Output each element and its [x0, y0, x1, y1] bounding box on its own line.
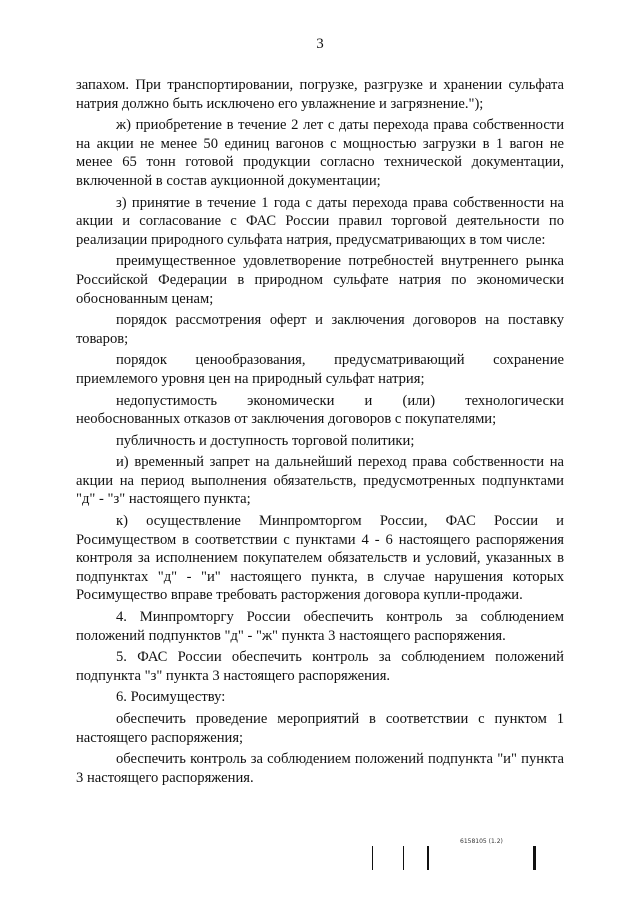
- paragraph-item-zh: ж) приобретение в течение 2 лет с даты перехода права собственности на акции не менее 50 единиц вагонов с мощностью загрузки в 1 вагон не менее 65 тонн готовой продукции согласно технической документации, включенной в состав аукционной документации;: [76, 117, 564, 189]
- paragraph-point-6: 6. Росимуществу:: [116, 689, 226, 706]
- paragraph-point-5: 5. ФАС России обеспечить контроль за соблюдением положений подпункта "з" пункта 3 настоящего распоряжения.: [76, 649, 564, 684]
- document-body: [76, 76, 564, 787]
- document-code: 6158105 (1.2): [460, 838, 503, 845]
- paragraph-item-k: к) осуществление Минпромторгом России, ФАС России и Росимуществом в соответствии с пунктами 4 - 6 настоящего распоряжения контроля за исполнением покупателем обязательств и условий, указанных в подпунктах "д" - "и" настоящего пункта, в случае нарушения которых Росимущество вправе требовать расторжения договора купли-продажи.: [76, 513, 564, 604]
- paragraph-subitem-offers: порядок рассмотрения оферт и заключения договоров на поставку товаров;: [76, 312, 564, 347]
- paragraph-point-6-task-2: обеспечить контроль за соблюдением положений подпункта "и" пункта 3 настоящего распоряжения.: [76, 751, 564, 786]
- paragraph-subitem-pricing: порядок ценообразования, предусматривающий сохранение приемлемого уровня цен на природный сульфат натрия;: [76, 352, 564, 387]
- paragraph-subitem-refusals: недопустимость экономически и (или) технологически необоснованных отказов от заключения договоров с покупателями;: [76, 392, 564, 428]
- paragraph-subitem-priority: преимущественное удовлетворение потребностей внутреннего рынка Российской Федерации в природном сульфате натрия по экономически обоснованным ценам;: [76, 253, 564, 307]
- paragraph-point-4: 4. Минпромторгу России обеспечить контроль за соблюдением положений подпунктов "д" - "ж" пункта 3 настоящего распоряжения.: [76, 609, 564, 644]
- barcode-image: [372, 846, 564, 870]
- page-number: 3: [316, 36, 324, 52]
- paragraph-continuation: запахом. При транспортировании, погрузке, разгрузке и хранении сульфата натрия должно быть исключено его увлажнение и загрязнение.");: [76, 77, 564, 112]
- paragraph-item-i: и) временный запрет на дальнейший переход права собственности на акции на период выполнения обязательств, предусмотренных подпунктами "д" - "з" настоящего пункта;: [76, 454, 564, 508]
- paragraph-subitem-publicity: публичность и доступность торговой политики;: [116, 432, 415, 449]
- paragraph-point-6-task-1: обеспечить проведение мероприятий в соответствии с пунктом 1 настоящего распоряжения;: [76, 711, 564, 746]
- paragraph-item-z: з) принятие в течение 1 года с даты перехода права собственности на акции и согласование с ФАС России правил торговой деятельности по реализации природного сульфата натрия, предусматривающих в том числе:: [76, 194, 564, 248]
